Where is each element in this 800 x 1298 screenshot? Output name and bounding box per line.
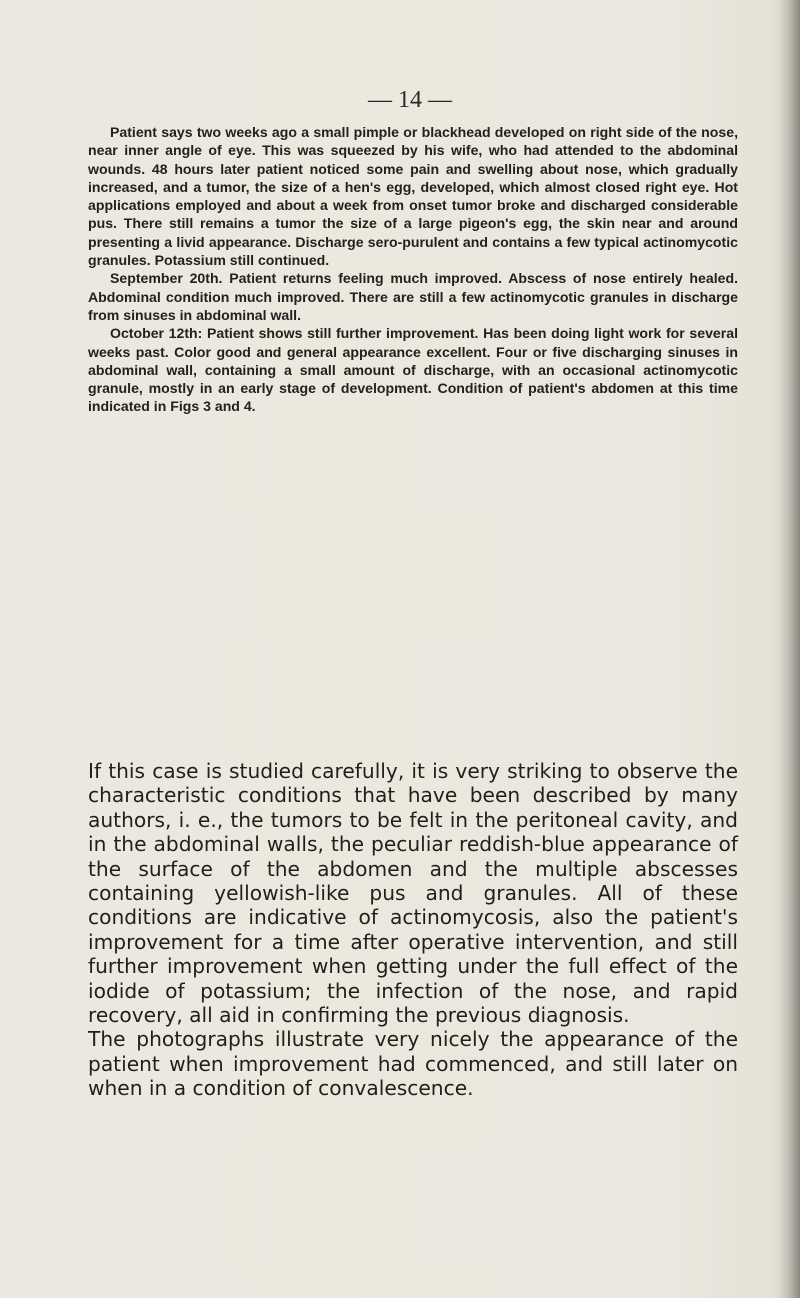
- page-edge-shadow: [778, 0, 800, 1298]
- case-notes-section: [88, 123, 738, 416]
- discussion-paragraph: If this case is studied carefully, it is very striking to observe the characteristic conditions that have been described by many authors, i. e., the tumors to be felt in the peritoneal cavity, and in the abdominal walls, the peculiar reddish-blue appearance of the surface of the abdomen and the multiple abscesses containing yellowish-like pus and granules. All of these conditions are indicative of actinomycosis, also the patient's improvement for a time after operative intervention, and still further improvement when getting under the full effect of the iodide of potassium; the infection of the nose, and rapid recovery, all aid in confirming the previous diagnosis.: [88, 759, 738, 1028]
- case-note-paragraph: October 12th: Patient shows still further improvement. Has been doing light work for several weeks past. Color good and general appearance excellent. Four or five discharging sinuses in abdominal wall, containing a small amount of discharge, with an occasional actinomycotic granule, mostly in an early stage of development. Condition of patient's abdomen at this time indicated in Figs 3 and 4.: [88, 325, 738, 415]
- discussion-paragraph: The photographs illustrate very nicely the appearance of the patient when improvement had commenced, and still later on when in a condition of convalescence.: [88, 1027, 738, 1101]
- case-note-paragraph: Patient says two weeks ago a small pimple or blackhead developed on right side of the nose, near inner angle of eye. This was squeezed by his wife, who had attended to the abdominal wounds. 48 hours later patient noticed some pain and swelling about nose, which gradually increased, and a tumor, the size of a hen's egg, developed, which almost closed right eye. Hot applications employed and about a week from onset tumor broke and discharged considerable pus. There still remains a tumor the size of a large pigeon's egg, the skin near and around presenting a livid appearance. Discharge sero-purulent and contains a few typical actinomycotic granules. Potassium still continued.: [88, 124, 738, 269]
- case-note-paragraph: September 20th. Patient returns feeling much improved. Abscess of nose entirely healed. Abdominal condition much improved. There are still a few actinomycotic granules in discharge from sinuses in abdominal wall.: [88, 270, 738, 323]
- discussion-section: [88, 759, 738, 1101]
- page-number: — 14 —: [368, 87, 452, 113]
